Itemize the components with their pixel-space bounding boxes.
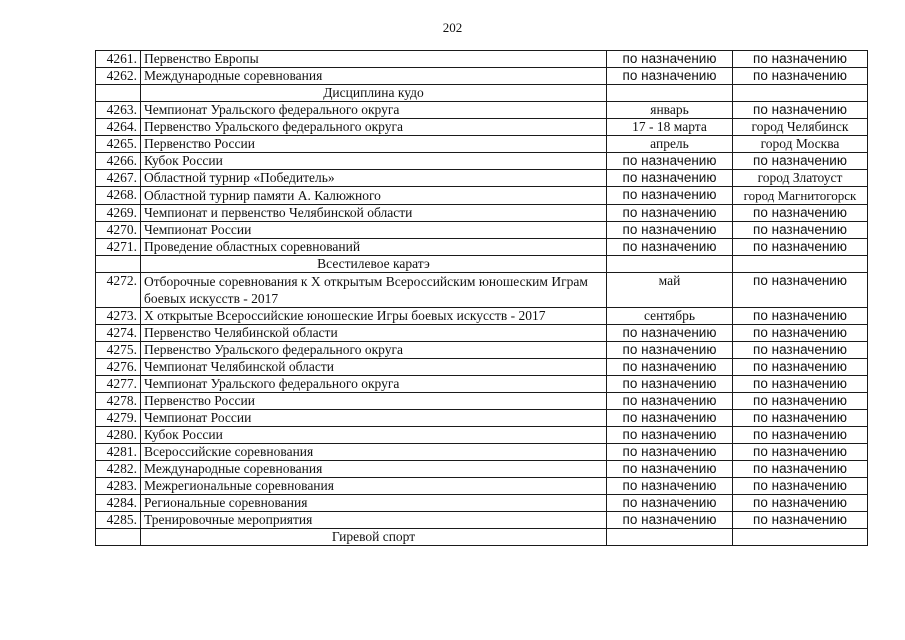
event-date: по назначению — [607, 222, 733, 239]
event-date: январь — [607, 102, 733, 119]
event-date: по назначению — [607, 205, 733, 222]
event-date: по назначению — [607, 342, 733, 359]
row-number: 4273. — [96, 308, 141, 325]
table-row — [96, 325, 868, 342]
date-cell — [607, 256, 733, 273]
row-number: 4262. — [96, 68, 141, 85]
event-place: по назначению — [733, 495, 868, 512]
event-date: по назначению — [607, 68, 733, 85]
event-date: по назначению — [607, 444, 733, 461]
event-date: по назначению — [607, 461, 733, 478]
event-place: город Челябинск — [733, 119, 868, 136]
row-number: 4267. — [96, 170, 141, 187]
table-row — [96, 308, 868, 325]
table-row — [96, 222, 868, 239]
section-row — [96, 529, 868, 546]
event-name: Чемпионат и первенство Челябинской области — [141, 205, 607, 222]
section-title: Всестилевое каратэ — [141, 256, 607, 273]
row-number: 4272. — [96, 273, 141, 308]
events-table — [95, 50, 868, 546]
event-place: по назначению — [733, 478, 868, 495]
table-row — [96, 187, 868, 205]
event-name: Первенство Челябинской области — [141, 325, 607, 342]
row-number: 4270. — [96, 222, 141, 239]
event-place: город Златоуст — [733, 170, 868, 187]
section-row — [96, 85, 868, 102]
event-name: Первенство Уральского федерального округа — [141, 119, 607, 136]
table-row — [96, 427, 868, 444]
event-date: по назначению — [607, 359, 733, 376]
event-name: Проведение областных соревнований — [141, 239, 607, 256]
event-name: Первенство России — [141, 136, 607, 153]
event-date: по назначению — [607, 393, 733, 410]
event-place: город Москва — [733, 136, 868, 153]
row-number-cell — [96, 529, 141, 546]
row-number: 4283. — [96, 478, 141, 495]
row-number: 4282. — [96, 461, 141, 478]
event-name: Первенство Европы — [141, 51, 607, 68]
row-number: 4275. — [96, 342, 141, 359]
event-name: Чемпионат России — [141, 222, 607, 239]
event-name: Международные соревнования — [141, 461, 607, 478]
table-row — [96, 51, 868, 68]
table-row — [96, 410, 868, 427]
row-number: 4268. — [96, 187, 141, 205]
row-number: 4279. — [96, 410, 141, 427]
table-row — [96, 119, 868, 136]
row-number: 4285. — [96, 512, 141, 529]
row-number: 4274. — [96, 325, 141, 342]
event-name: Чемпионат Челябинской области — [141, 359, 607, 376]
row-number: 4277. — [96, 376, 141, 393]
row-number-cell — [96, 85, 141, 102]
row-number: 4263. — [96, 102, 141, 119]
event-name: Областной турнир «Победитель» — [141, 170, 607, 187]
row-number: 4276. — [96, 359, 141, 376]
event-name: Всероссийские соревнования — [141, 444, 607, 461]
event-date: по назначению — [607, 170, 733, 187]
event-name: Первенство Уральского федерального округа — [141, 342, 607, 359]
event-place: по назначению — [733, 153, 868, 170]
section-row — [96, 256, 868, 273]
event-name: Международные соревнования — [141, 68, 607, 85]
event-place: по назначению — [733, 239, 868, 256]
event-date: по назначению — [607, 478, 733, 495]
table-row — [96, 102, 868, 119]
event-date: по назначению — [607, 153, 733, 170]
event-name: Отборочные соревнования к X открытым Всероссийским юношеским Играм боевых искусств - 2017 — [141, 273, 607, 308]
event-place: по назначению — [733, 102, 868, 119]
event-name: Первенство России — [141, 393, 607, 410]
event-date: по назначению — [607, 495, 733, 512]
event-date: по назначению — [607, 427, 733, 444]
table-row — [96, 444, 868, 461]
event-date: сентябрь — [607, 308, 733, 325]
event-date: по назначению — [607, 51, 733, 68]
event-date: по назначению — [607, 325, 733, 342]
table-row — [96, 393, 868, 410]
date-cell — [607, 529, 733, 546]
event-place: по назначению — [733, 68, 868, 85]
row-number: 4266. — [96, 153, 141, 170]
event-date: по назначению — [607, 376, 733, 393]
event-date: по назначению — [607, 410, 733, 427]
table-row — [96, 273, 868, 308]
row-number: 4261. — [96, 51, 141, 68]
table-row — [96, 136, 868, 153]
event-place: по назначению — [733, 393, 868, 410]
event-place: город Магнитогорск — [733, 187, 868, 205]
event-name: Тренировочные мероприятия — [141, 512, 607, 529]
event-name: X открытые Всероссийские юношеские Игры боевых искусств - 2017 — [141, 308, 607, 325]
row-number: 4264. — [96, 119, 141, 136]
row-number: 4281. — [96, 444, 141, 461]
event-name: Чемпионат Уральского федерального округа — [141, 102, 607, 119]
event-name: Чемпионат Уральского федерального округа — [141, 376, 607, 393]
table-row — [96, 239, 868, 256]
table-row — [96, 461, 868, 478]
event-place: по назначению — [733, 325, 868, 342]
row-number: 4265. — [96, 136, 141, 153]
section-title: Дисциплина кудо — [141, 85, 607, 102]
event-place: по назначению — [733, 512, 868, 529]
table-row — [96, 376, 868, 393]
row-number: 4271. — [96, 239, 141, 256]
event-date: май — [607, 273, 733, 308]
event-place: по назначению — [733, 427, 868, 444]
event-date: по назначению — [607, 512, 733, 529]
table-row — [96, 512, 868, 529]
event-place: по назначению — [733, 222, 868, 239]
table-row — [96, 68, 868, 85]
event-place: по назначению — [733, 376, 868, 393]
table-row — [96, 153, 868, 170]
event-date: 17 - 18 марта — [607, 119, 733, 136]
event-place: по назначению — [733, 51, 868, 68]
table-row — [96, 170, 868, 187]
event-name: Кубок России — [141, 153, 607, 170]
place-cell — [733, 85, 868, 102]
event-name: Чемпионат России — [141, 410, 607, 427]
page-number: 202 — [442, 20, 463, 35]
event-date: по назначению — [607, 187, 733, 205]
event-place: по назначению — [733, 359, 868, 376]
event-place: по назначению — [733, 205, 868, 222]
event-place: по назначению — [733, 444, 868, 461]
event-name: Областной турнир памяти А. Калюжного — [141, 187, 607, 205]
event-date: апрель — [607, 136, 733, 153]
table-row — [96, 478, 868, 495]
event-name: Региональные соревнования — [141, 495, 607, 512]
place-cell — [733, 256, 868, 273]
row-number: 4280. — [96, 427, 141, 444]
row-number: 4284. — [96, 495, 141, 512]
row-number: 4269. — [96, 205, 141, 222]
event-place: по назначению — [733, 410, 868, 427]
row-number-cell — [96, 256, 141, 273]
date-cell — [607, 85, 733, 102]
event-place: по назначению — [733, 308, 868, 325]
table-row — [96, 205, 868, 222]
event-place: по назначению — [733, 461, 868, 478]
event-place: по назначению — [733, 273, 868, 308]
table-row — [96, 342, 868, 359]
place-cell — [733, 529, 868, 546]
event-place: по назначению — [733, 342, 868, 359]
event-name: Кубок России — [141, 427, 607, 444]
event-name: Межрегиональные соревнования — [141, 478, 607, 495]
table-row — [96, 495, 868, 512]
row-number: 4278. — [96, 393, 141, 410]
section-title: Гиревой спорт — [141, 529, 607, 546]
event-date: по назначению — [607, 239, 733, 256]
table-row — [96, 359, 868, 376]
